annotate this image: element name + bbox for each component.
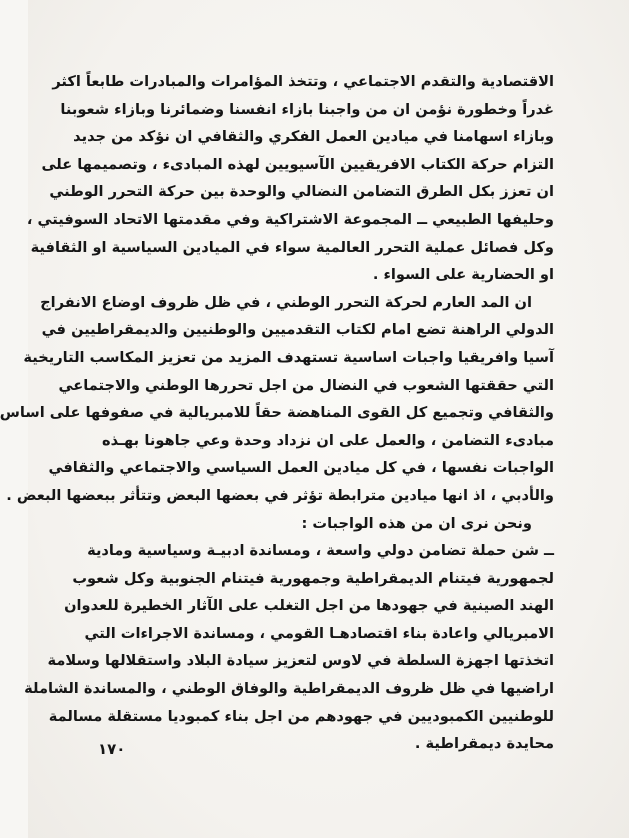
- text-line: اراضيها في ظل ظروف الديمقراطية والوفاق الوطني ، والمساندة الشاملة: [24, 680, 554, 698]
- text-line: وكل فصائل عملية التحرر العالمية سواء في الميادين السياسية او الثقافية: [30, 238, 554, 256]
- text-line: ــ شن حملة تضامن دولي واسعة ، ومساندة ادبيـة وسياسية ومادية: [87, 542, 554, 560]
- page-number: ١٧٠: [98, 740, 126, 758]
- text-line: محايدة ديمقراطية .: [414, 735, 554, 753]
- text-line: او الحضارية على السواء .: [372, 266, 554, 284]
- text-line: والثقافي وتجميع كل القوى المناهضة حقاً للامبريالية في صفوفها على اساس: [0, 404, 554, 422]
- text-line: ان المد العارم لحركة التحرر الوطني ، في ظل ظروف اوضاع الانفراج: [40, 293, 532, 311]
- text-line: ونحن نرى ان من هذه الواجبات :: [301, 514, 532, 532]
- text-line: التزام حركة الكتاب الافريقيين الآسيويين لهذه المبادىء ، وتصميمها على: [41, 155, 554, 173]
- text-line: الدولي الراهنة تضع امام لكتاب التقدميين والوطنيين والديمقراطيين في: [41, 321, 554, 339]
- text-line: مبادىء التضامن ، والعمل على ان نزداد وحدة وعي جاهونا بهـذه: [102, 431, 554, 449]
- text-line: الامبريالي واعادة بناء اقتصادهـا القومي ، ومساندة الاجراءات التي: [84, 624, 554, 642]
- text-line: الواجبات نفسها ، في كل ميادين العمل السياسي والاجتماعي والثقافي: [48, 459, 554, 477]
- text-line: غدراً وخطورة نؤمن ان من واجبنا بازاء انفسنا وضمائرنا وبازاء شعوبنا: [60, 100, 554, 118]
- text-line: للوطنيين الكمبوديين في جهودهم من اجل بناء كمبوديا مستقلة مسالمة: [48, 707, 554, 725]
- text-line: وبازاء اسهامنا في ميادين العمل الفكري والثقافي ان نؤكد من جديد: [73, 128, 554, 146]
- text-line: الاقتصادية والتقدم الاجتماعي ، وتتخذ المؤامرات والمبادرات طابعاً اكثر: [52, 73, 554, 90]
- text-line: التي حققتها الشعوب في النضال من اجل تحررها الوطني والاجتماعي: [58, 376, 554, 394]
- text-line: والأدبي ، اذ انها ميادين مترابطة تؤثر في بعضها البعض وتتأثر ببعضها البعض .: [6, 486, 554, 504]
- text-line: آسيا وافريقيا واجبات اساسية تستهدف المزيد من تعزيز المكاسب التاريخية: [23, 348, 554, 366]
- body-text: [0, 68, 554, 758]
- text-line: اتخذتها اجهزة السلطة في لاوس لتعزيز سيادة البلاد واستقلالها وسلامة: [47, 652, 554, 670]
- text-line: لجمهورية فيتنام الديمقراطية وجمهورية فيتنام الجنوبية وكل شعوب: [72, 569, 554, 587]
- text-line: ان تعزز بكل الطرق التضامن النضالي والوحدة بين حركة التحرر الوطني: [49, 183, 554, 201]
- text-line: وحليفها الطبيعي ــ المجموعة الاشتراكية وفي مقدمتها الاتحاد السوفيتي ،: [26, 210, 554, 228]
- text-line: الهند الصينية في جهودها من اجل التغلب على الآثار الخطيرة للعدوان: [64, 597, 554, 615]
